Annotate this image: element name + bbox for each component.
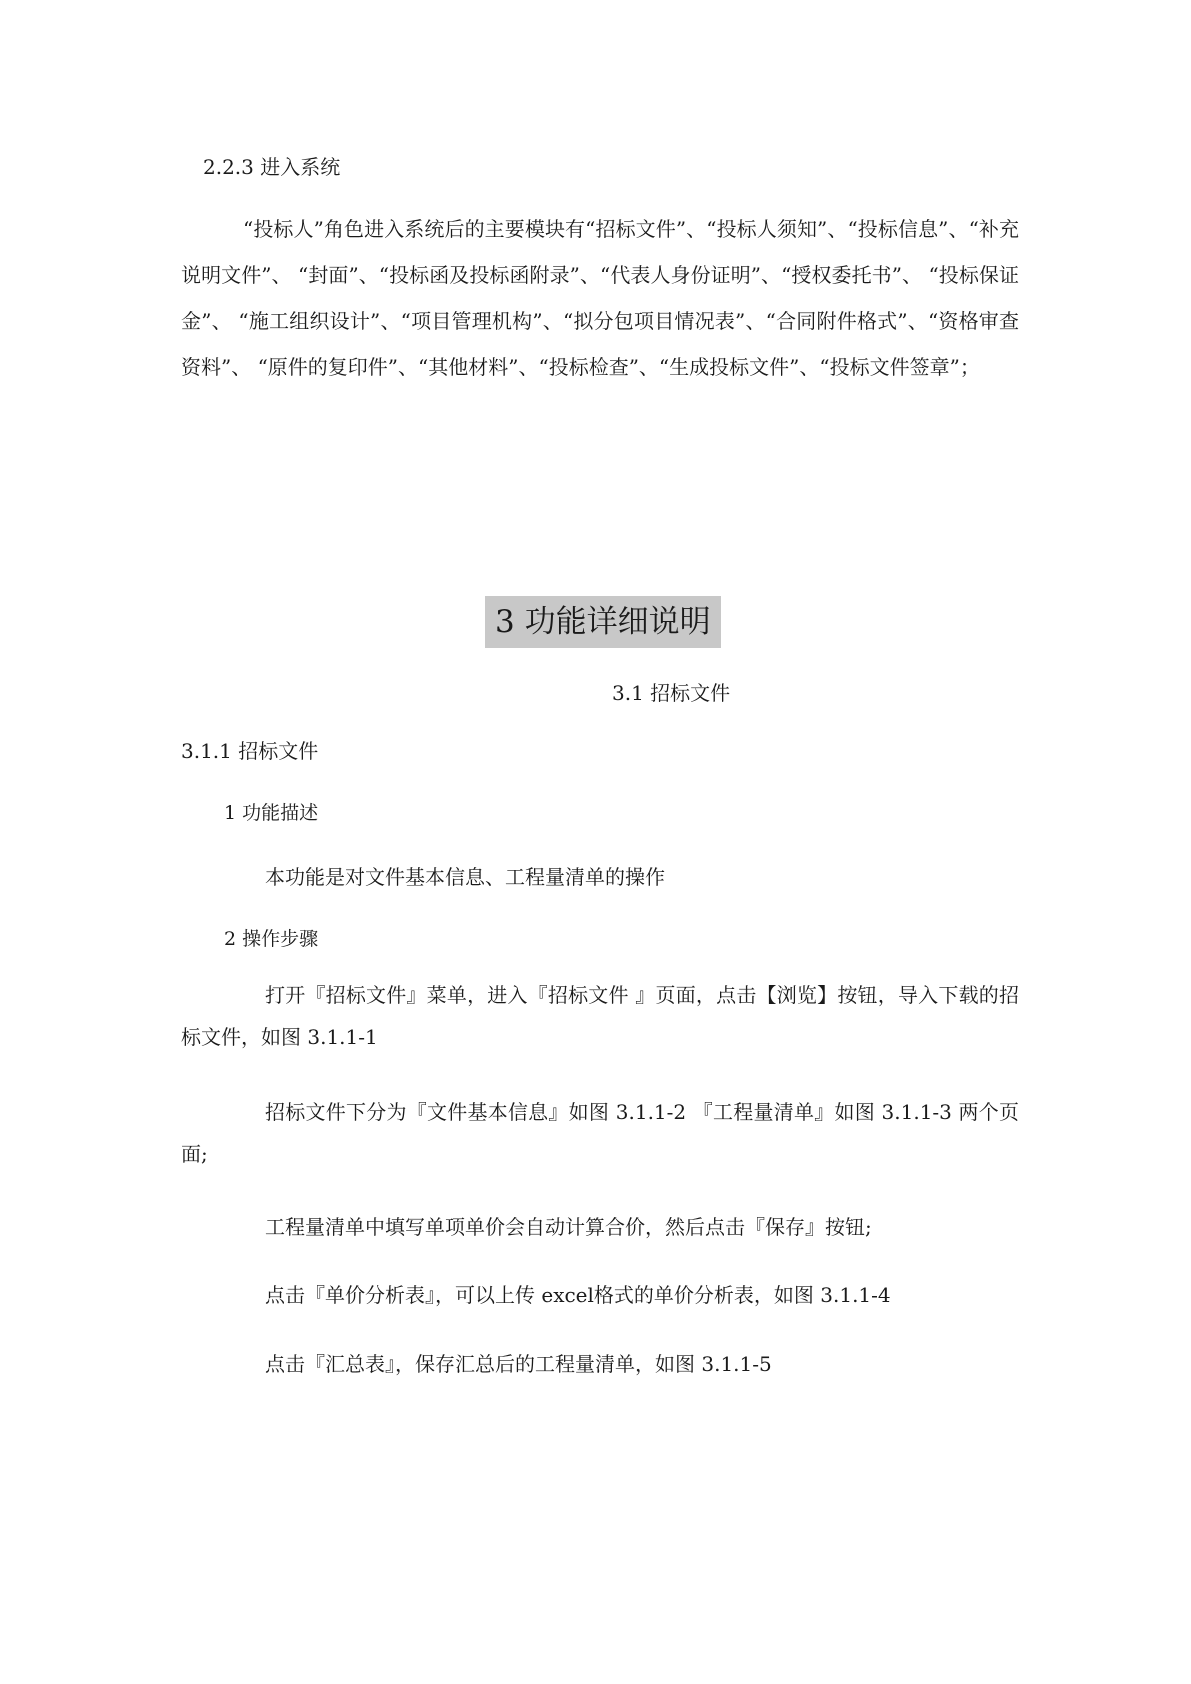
item-label-function-description: 1 功能描述 xyxy=(224,802,319,824)
operation-step-4: 点击『单价分析表』，可以上传 excel格式的单价分析表，如图 3.1.1-4 xyxy=(265,1283,891,1307)
section-heading-3-1: 3.1 招标文件 xyxy=(612,681,731,705)
function-description-text: 本功能是对文件基本信息、工程量清单的操作 xyxy=(265,865,665,889)
modules-paragraph: “投标人”角色进入系统后的主要模块有“招标文件”、“投标人须知”、“投标信息”、“补充说明文件”、 “封面”、“投标函及投标函附录”、“代表人身份证明”、“授权委托书”、 “投标保证金”、 “施工组织设计”、“项目管理机构”、“拟分包项目情况表”、“合同附件格式”、“资格审查资料”、 “原件的复印件”、“其他材料”、“投标检查”、“生成投标文件”、“投标文件签章”； xyxy=(181,217,1019,379)
chapter-title: 3 功能详细说明 xyxy=(485,596,721,648)
operation-step-3: 工程量清单中填写单项单价会自动计算合价，然后点击『保存』按钮; xyxy=(265,1215,872,1239)
operation-step-2: 招标文件下分为『文件基本信息』如图 3.1.1-2 『工程量清单』如图 3.1.1-3 两个页面; xyxy=(181,1100,1019,1166)
item-label-operation-steps: 2 操作步骤 xyxy=(224,928,319,950)
operation-step-1: 打开『招标文件』菜单，进入『招标文件 』页面，点击【浏览】按钮，导入下载的招标文件，如图 3.1.1-1 xyxy=(181,983,1019,1049)
operation-step-5: 点击『汇总表』，保存汇总后的工程量清单，如图 3.1.1-5 xyxy=(265,1352,772,1376)
subsection-heading-3-1-1: 3.1.1 招标文件 xyxy=(181,739,319,763)
section-heading-2-2-3: 2.2.3 进入系统 xyxy=(203,155,341,179)
